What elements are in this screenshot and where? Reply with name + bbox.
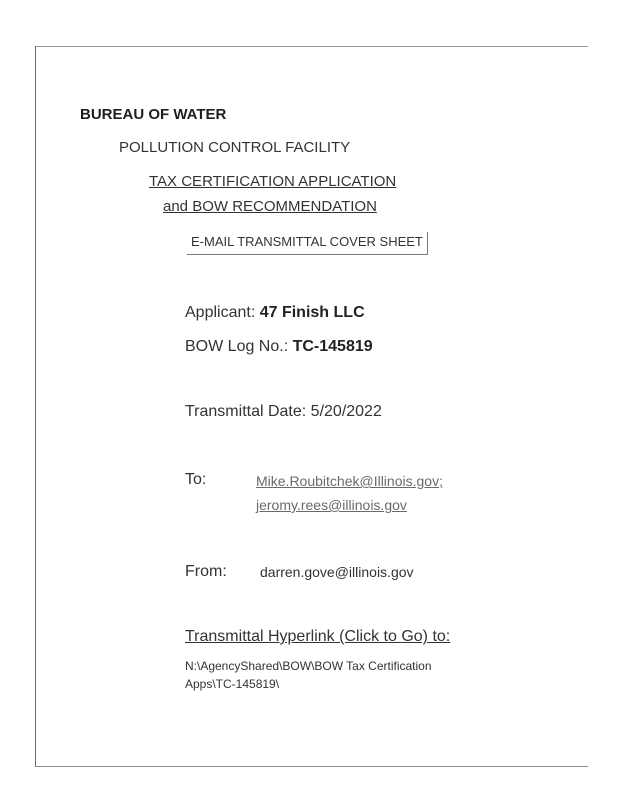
transmittal-date-value: 5/20/2022 bbox=[310, 403, 382, 420]
transmittal-hyperlink[interactable]: Transmittal Hyperlink (Click to Go) to: bbox=[185, 628, 451, 645]
log-number-row bbox=[185, 338, 373, 356]
to-recipient-link-1[interactable]: Mike.Roubitchek@Illinois.gov; bbox=[256, 473, 443, 489]
transmittal-date-label: Transmittal Date: bbox=[185, 403, 311, 420]
to-label: To: bbox=[185, 471, 207, 488]
bureau-heading: BUREAU OF WATER bbox=[80, 106, 227, 123]
frame-left-border bbox=[35, 46, 36, 766]
facility-heading: POLLUTION CONTROL FACILITY bbox=[119, 139, 351, 156]
frame-top-border bbox=[35, 46, 588, 47]
applicant-value: 47 Finish LLC bbox=[259, 304, 365, 321]
log-number-label: BOW Log No.: bbox=[185, 338, 293, 355]
applicant-row bbox=[185, 304, 365, 322]
from-email: darren.gove@illinois.gov bbox=[260, 564, 414, 580]
from-label: From: bbox=[185, 563, 227, 580]
hyperlink-path-line2: Apps\TC-145819\ bbox=[185, 677, 280, 691]
application-title-line2: and BOW RECOMMENDATION bbox=[163, 198, 377, 215]
cover-sheet-title: E-MAIL TRANSMITTAL COVER SHEET bbox=[187, 232, 428, 255]
hyperlink-path-line1: N:\AgencyShared\BOW\BOW Tax Certification bbox=[185, 659, 432, 673]
application-title-line1: TAX CERTIFICATION APPLICATION bbox=[149, 173, 397, 190]
to-recipient-link-2[interactable]: jeromy.rees@illinois.gov bbox=[256, 497, 407, 513]
transmittal-date-row bbox=[185, 403, 382, 421]
frame-bottom-border bbox=[35, 766, 588, 767]
log-number-value: TC-145819 bbox=[292, 338, 373, 355]
applicant-label: Applicant: bbox=[185, 304, 260, 321]
